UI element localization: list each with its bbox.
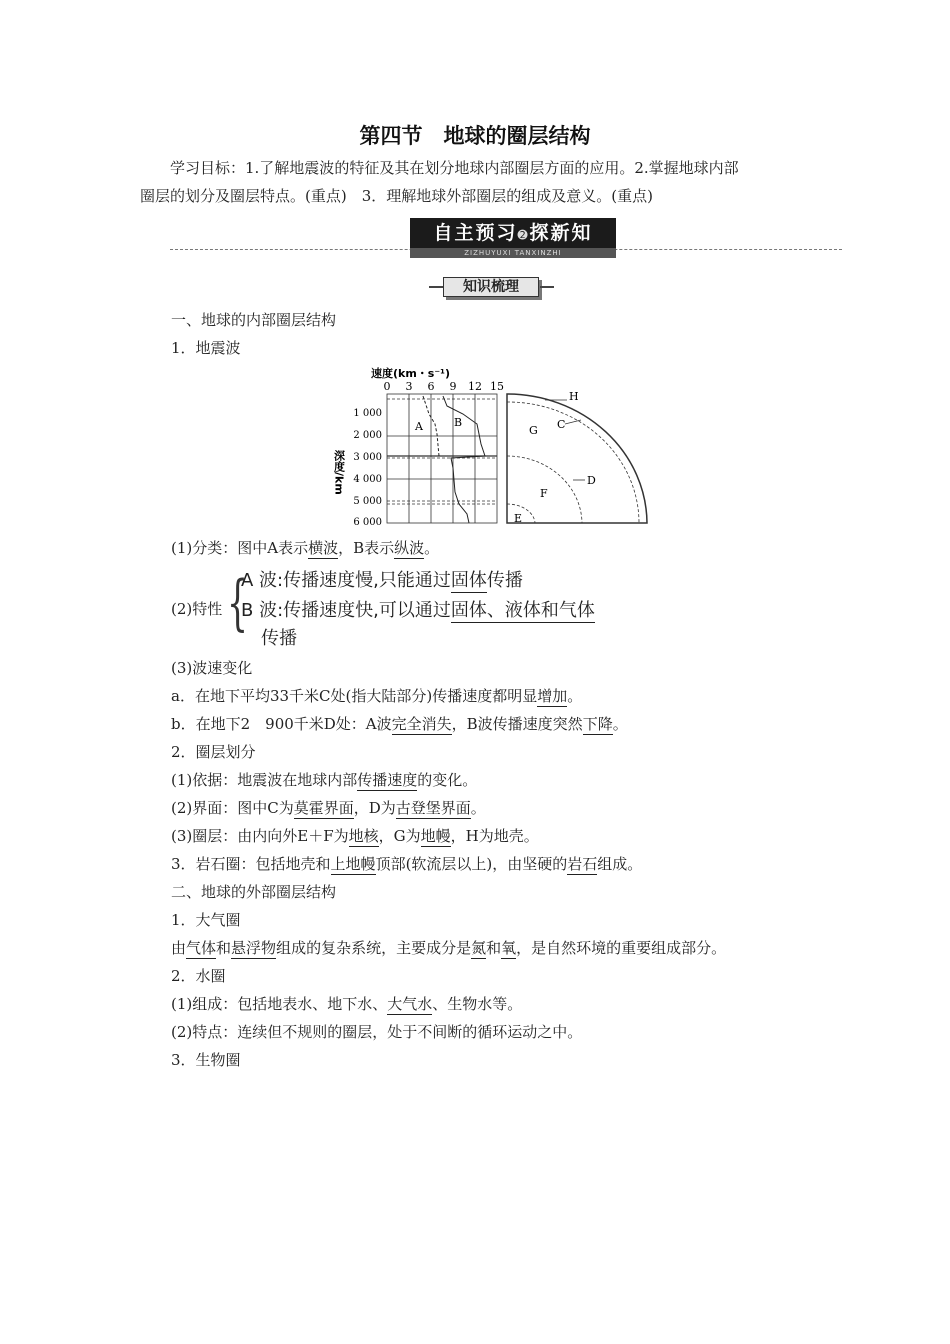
property-b-answer: 固体、液体和气体 — [450, 600, 595, 621]
wave-change-b — [171, 714, 628, 734]
properties-block — [171, 566, 691, 648]
y-tick-6000: 6 000 — [353, 517, 382, 528]
layers-answer-1: 地核 — [348, 827, 379, 845]
depth-axis-label: 深度/km — [332, 450, 346, 495]
property-a — [241, 566, 523, 592]
atmo-answer-4: 氧 — [501, 939, 517, 957]
interface-answer-1: 莫霍界面 — [293, 799, 354, 817]
lithosphere-line — [171, 854, 642, 874]
x-tick-15: 15 — [490, 380, 504, 393]
label-h: H — [569, 390, 579, 403]
label-g: G — [529, 424, 538, 437]
wave-b-pre: b．在地下2 900千米D处：A波 — [171, 715, 392, 733]
lithosphere-pre: 3．岩石圈：包括地壳和 — [171, 855, 331, 873]
interface-line — [171, 798, 486, 818]
classify-pre: (1)分类：图中A表示 — [171, 539, 309, 557]
subsection-hydrosphere: 2．水圈 — [171, 967, 226, 985]
label-d: D — [587, 474, 596, 487]
label-f: F — [540, 487, 548, 500]
earth-section — [507, 394, 647, 523]
label-c: C — [557, 418, 566, 431]
x-tick-0: 0 — [383, 380, 391, 393]
lithosphere-answer-1: 上地幔 — [330, 855, 376, 873]
layers-answer-2: 地幔 — [420, 827, 451, 845]
banner-left: 自主预习 — [433, 222, 518, 244]
label-e: E — [514, 512, 523, 525]
banner-title — [410, 218, 616, 248]
banner-right: 探新知 — [529, 222, 593, 244]
property-b-pre: B 波:传播速度快,可以通过 — [241, 600, 451, 621]
label-b: B — [454, 416, 463, 429]
basis-line — [171, 770, 477, 790]
layers-pre: (3)圈层：由内向外E＋F为 — [171, 827, 349, 845]
speed-grid — [387, 394, 497, 523]
goals-line-1: 学习目标：1.了解地震波的特征及其在划分地球内部圈层方面的应用。2.掌握地球内部 — [170, 159, 739, 177]
subsection-atmosphere: 1．大气圈 — [171, 911, 241, 929]
subsection-layers: 2．圈层划分 — [171, 743, 256, 761]
x-tick-12: 12 — [468, 380, 482, 393]
layers-mid: ，G为 — [378, 827, 421, 845]
basis-answer: 传播速度 — [357, 771, 418, 789]
seismic-diagram — [332, 364, 655, 530]
brace-icon: { — [227, 568, 249, 638]
subsection-biosphere: 3．生物圈 — [171, 1051, 241, 1069]
subsection-seismic: 1．地震波 — [171, 339, 241, 357]
atmosphere-line — [171, 938, 726, 958]
hydro-composition — [171, 994, 522, 1014]
section-1-heading: 一、地球的内部圈层结构 — [171, 311, 337, 329]
layers-line — [171, 826, 539, 846]
page-title: 第四节 地球的圈层结构 — [359, 124, 591, 148]
x-tick-9: 9 — [449, 380, 457, 393]
y-tick-4000: 4 000 — [353, 474, 382, 485]
knowledge-tag — [429, 277, 553, 297]
y-tick-3000: 3 000 — [353, 452, 382, 463]
property-a-pre: A 波:传播速度慢,只能通过 — [241, 570, 451, 591]
basis-end: 的变化。 — [417, 771, 478, 789]
section-2-heading: 二、地球的外部圈层结构 — [171, 883, 337, 901]
wave-a-pre: a．在地下平均33千米C处(指大陆部分)传播速度都明显 — [171, 687, 538, 705]
wave-a-answer: 增加 — [537, 687, 568, 705]
wave-b-end: 。 — [612, 715, 628, 733]
atmo-answer-3: 氮 — [471, 939, 487, 957]
property-a-end: 传播 — [486, 570, 523, 591]
section-banner — [170, 218, 842, 258]
atmo-and-2: 和 — [486, 939, 502, 957]
wave-change-a — [171, 686, 582, 706]
property-a-answer: 固体 — [450, 570, 487, 591]
interface-end: 。 — [470, 799, 486, 817]
interface-answer-2: 古登堡界面 — [395, 799, 471, 817]
atmo-answer-2: 悬浮物 — [231, 939, 277, 957]
goals-line-2: 圈层的划分及圈层特点。(重点) 3．理解地球外部圈层的组成及意义。(重点) — [140, 187, 653, 205]
atmo-and: 和 — [216, 939, 232, 957]
label-a: A — [415, 420, 423, 433]
property-b-cont: 传播 — [261, 628, 297, 649]
hydro-pre: (1)组成：包括地表水、地下水、 — [171, 995, 388, 1013]
classification-line — [171, 538, 439, 558]
wave-a-end: 。 — [567, 687, 583, 705]
properties-label: (2)特性 — [171, 600, 223, 618]
classify-end: 。 — [424, 539, 440, 557]
classify-a-answer: 横波 — [308, 539, 339, 557]
hydro-feature: (2)特点：连续但不规则的圈层，处于不间断的循环运动之中。 — [171, 1023, 583, 1041]
hydro-answer: 大气水 — [387, 995, 433, 1013]
wave-b-mid: ，B波传播速度突然 — [451, 715, 583, 733]
lithosphere-mid: 顶部(软流层以上)，由坚硬的 — [375, 855, 568, 873]
layers-end: ，H为地壳。 — [450, 827, 539, 845]
tag-right-bar — [540, 286, 554, 288]
speed-axis-label: 速度(km・s⁻¹) — [371, 367, 451, 380]
x-tick-3: 3 — [405, 380, 413, 393]
property-b — [241, 596, 595, 622]
basis-pre: (1)依据：地震波在地球内部 — [171, 771, 358, 789]
hydro-end: 、生物水等。 — [432, 995, 523, 1013]
atmo-answer-1: 气体 — [186, 939, 217, 957]
atmo-pre: 由 — [171, 939, 187, 957]
interface-mid: ，D为 — [353, 799, 396, 817]
y-tick-2000: 2 000 — [353, 430, 382, 441]
y-tick-5000: 5 000 — [353, 496, 382, 507]
tag-left-bar — [429, 286, 443, 288]
lithosphere-answer-2: 岩石 — [567, 855, 598, 873]
lithosphere-end: 组成。 — [597, 855, 643, 873]
tag-label: 知识梳理 — [443, 277, 539, 297]
y-tick-1000: 1 000 — [353, 408, 382, 419]
learning-goals — [140, 154, 830, 210]
interface-pre: (2)界面：图中C为 — [171, 799, 294, 817]
banner-subtitle: ZIZHUYUXI TANXINZHI — [410, 248, 616, 258]
classify-mid: ，B表示 — [338, 539, 395, 557]
wave-b-answer-2: 下降 — [582, 715, 613, 733]
classify-b-answer: 纵波 — [394, 539, 425, 557]
banner-arrow-icon: ➋ — [517, 228, 530, 242]
wave-change-heading: (3)波速变化 — [171, 659, 253, 677]
atmo-end: ，是自然环境的重要组成部分。 — [516, 939, 727, 957]
wave-b-answer-1: 完全消失 — [391, 715, 452, 733]
x-tick-6: 6 — [427, 380, 435, 393]
atmo-mid: 组成的复杂系统，主要成分是 — [276, 939, 472, 957]
